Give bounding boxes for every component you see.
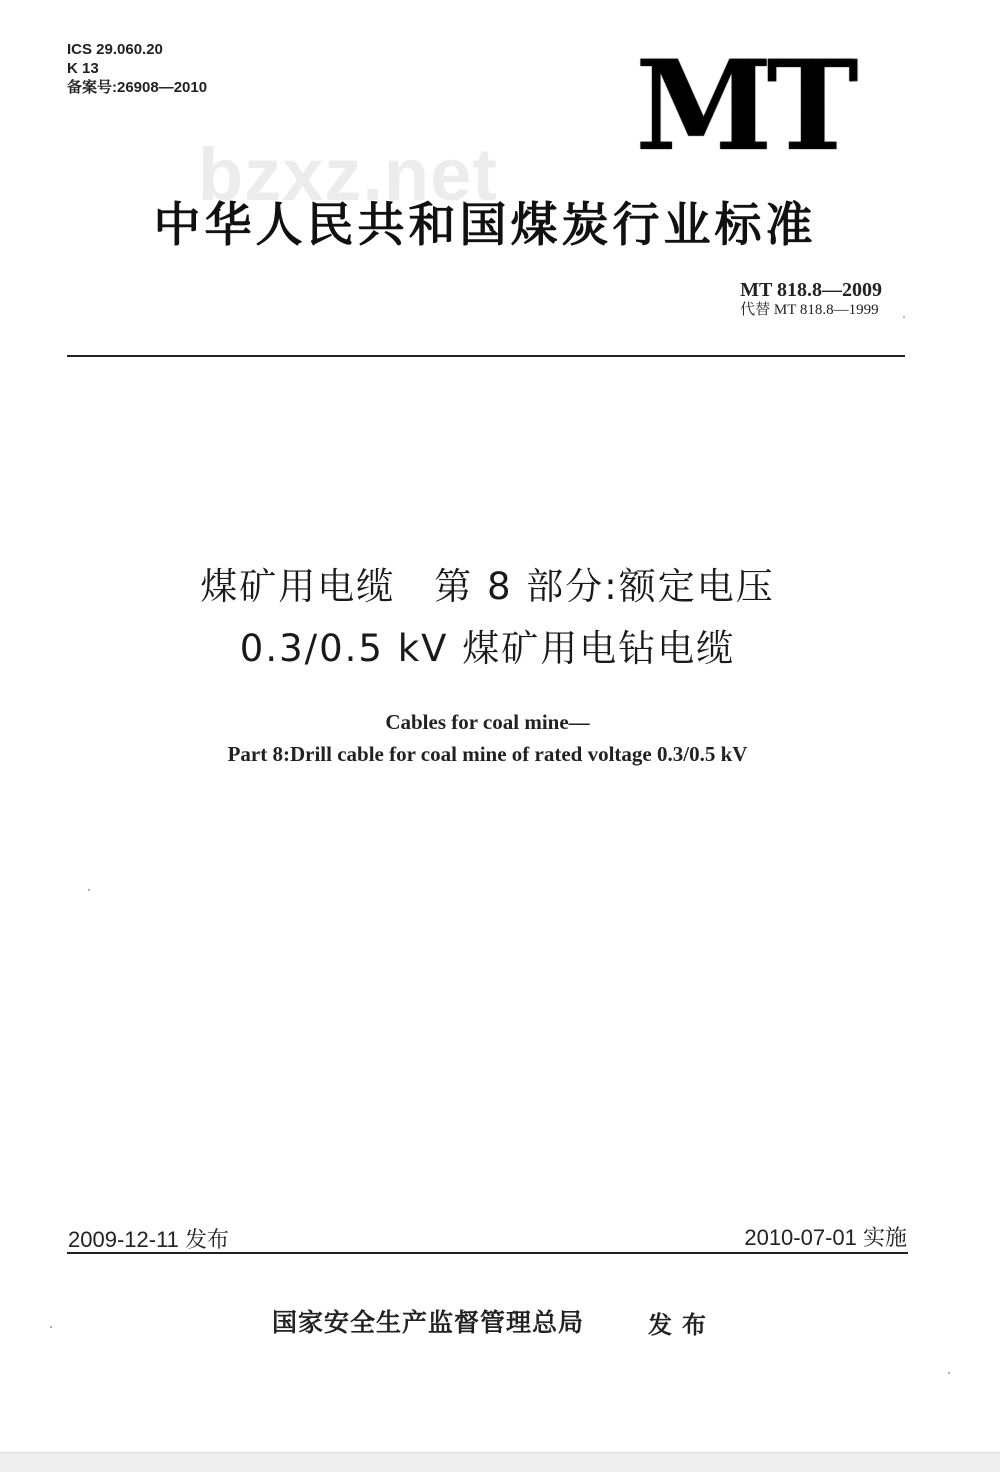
k-code: K 13 xyxy=(67,60,99,77)
mt-logo-text: MT xyxy=(635,33,853,179)
viewer-bottom-strip xyxy=(0,1452,1000,1472)
bottom-divider xyxy=(67,1252,908,1254)
scan-speck xyxy=(50,1326,52,1328)
watermark: bzxz.net xyxy=(198,133,498,216)
replaces-standard: 代替 MT 818.8—1999 xyxy=(740,302,879,318)
scan-speck xyxy=(88,889,90,891)
english-title-line-1: Cables for coal mine— xyxy=(385,710,590,734)
top-divider xyxy=(67,355,905,357)
chinese-title-line-1: 煤矿用电缆 第 8 部分:额定电压 xyxy=(200,565,775,608)
standard-number-block xyxy=(740,279,882,319)
ics-code: ICS 29.060.20 xyxy=(67,41,163,58)
record-number: 备案号:26908—2010 xyxy=(67,79,208,96)
issue-date: 2009-12-11 发布 xyxy=(68,1227,230,1252)
publish-label: 发布 xyxy=(648,1311,716,1339)
mt-logo xyxy=(635,33,853,179)
scan-speck xyxy=(948,1372,950,1374)
page-title: 中华人民共和国煤炭行业标准 xyxy=(153,198,817,253)
english-title-line-2: Part 8:Drill cable for coal mine of rated voltage 0.3/0.5 kV xyxy=(227,742,748,766)
standard-code: MT 818.8—2009 xyxy=(740,279,882,301)
publisher-name: 国家安全生产监督管理总局 xyxy=(272,1308,585,1337)
classification-block xyxy=(67,40,207,97)
scan-speck xyxy=(903,316,905,318)
chinese-title-line-2: 0.3/0.5 kV 煤矿用电钻电缆 xyxy=(239,627,736,670)
effective-date: 2010-07-01 实施 xyxy=(744,1225,907,1250)
